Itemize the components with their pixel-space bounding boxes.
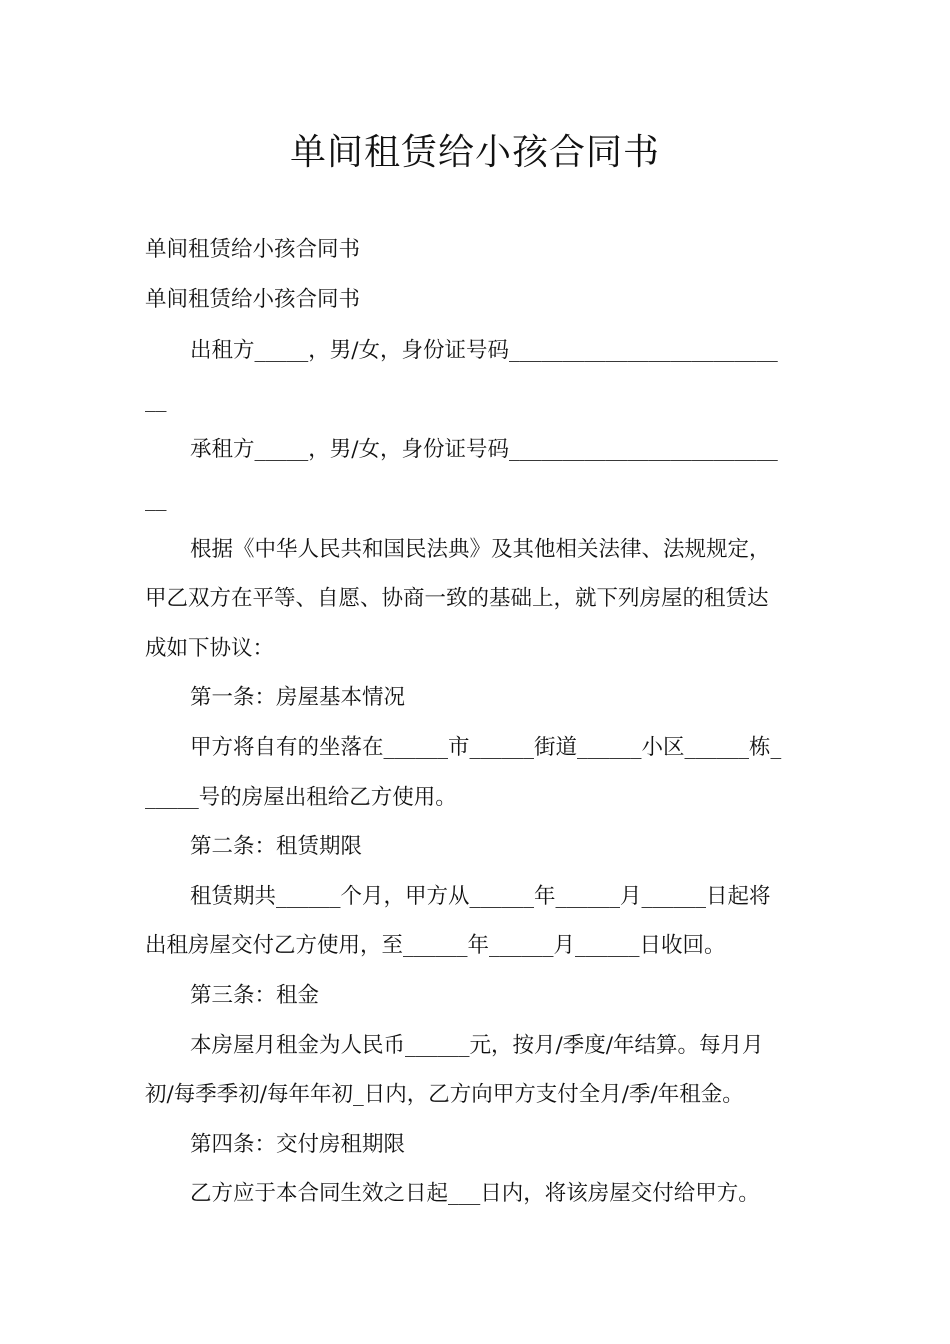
article-1-text: _____号的房屋出租给乙方使用。	[145, 785, 457, 810]
article-3-text: 本房屋月租金为人民币______元，按月/季度/年结算。每月月	[190, 1033, 764, 1058]
article-4-heading: 第四条：交付房租期限	[190, 1132, 406, 1157]
article-4-text: 乙方应于本合同生效之日起___日内，将该房屋交付给甲方。	[190, 1181, 760, 1206]
article-2-text: 出租房屋交付乙方使用，至______年______月______日收回。	[145, 933, 726, 958]
preamble-line: 根据《中华人民共和国民法典》及其他相关法律、法规规定，	[190, 537, 771, 562]
article-1-text: 甲方将自有的坐落在______市______街道______小区______栋_	[190, 735, 782, 760]
document-title: 单间租赁给小孩合同书	[289, 132, 660, 173]
article-3-heading: 第三条：租金	[190, 983, 320, 1008]
lessee-line: 承租方_____，男/女，身份证号码_________________________	[190, 437, 778, 462]
article-1-heading: 第一条：房屋基本情况	[190, 685, 406, 710]
lessor-line-continuation: __	[145, 388, 167, 413]
preamble-line: 甲乙双方在平等、自愿、协商一致的基础上，就下列房屋的租赁达	[145, 586, 769, 611]
lessee-line-continuation: __	[145, 487, 167, 512]
article-2-text: 租赁期共______个月，甲方从______年______月______日起将	[190, 884, 771, 909]
preamble-line: 成如下协议：	[145, 636, 275, 661]
doc-heading-line: 单间租赁给小孩合同书	[145, 237, 361, 262]
article-3-text: 初/每季季初/每年年初_日内，乙方向甲方支付全月/季/年租金。	[145, 1082, 744, 1107]
article-2-heading: 第二条：租赁期限	[190, 834, 363, 859]
lessor-line: 出租方_____，男/女，身份证号码_________________________	[190, 338, 778, 363]
doc-heading-line: 单间租赁给小孩合同书	[145, 287, 361, 312]
